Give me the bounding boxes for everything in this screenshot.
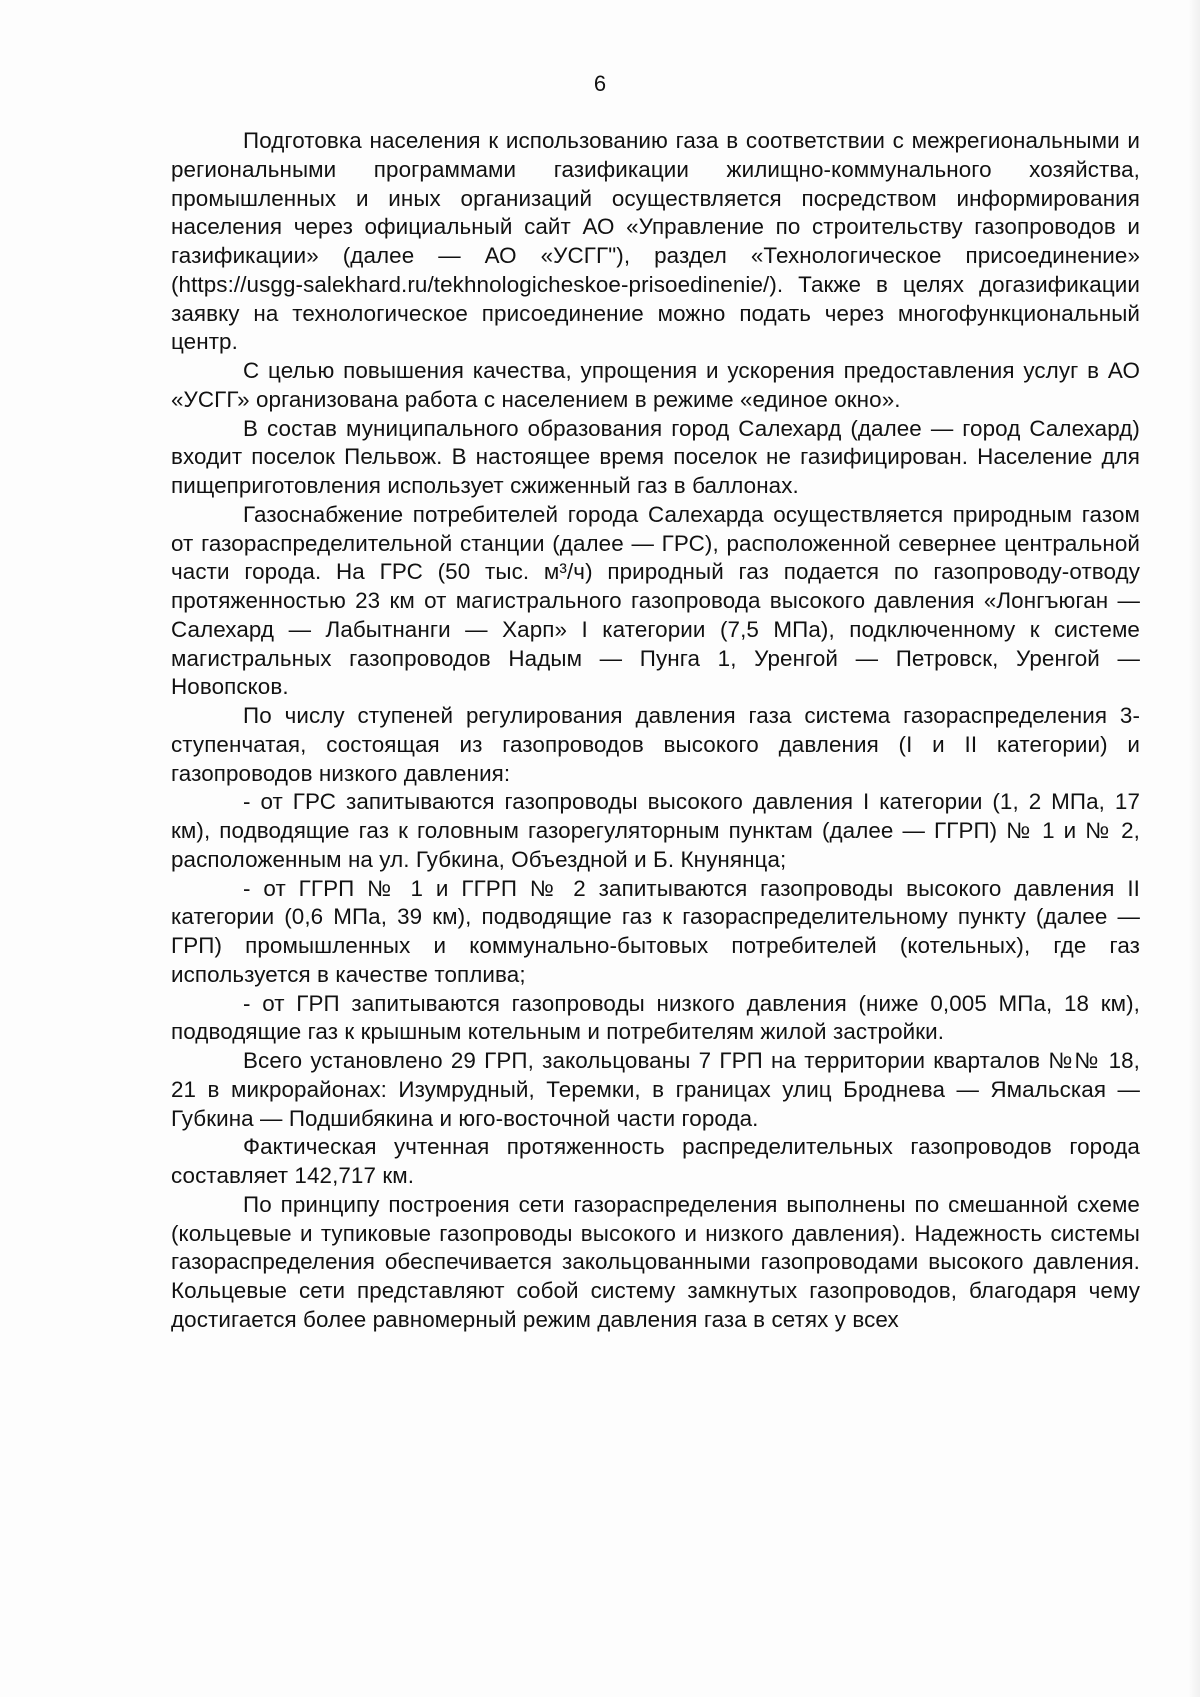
paragraph-single-window: С целью повышения качества, упрощения и ускорения предоставления услуг в АО «УСГГ» организована работа с населением в режиме «единое окно». — [171, 358, 1140, 412]
paragraph-network-scheme: По принципу построения сети газораспределения выполнены по смешанной схеме (кольцевые и тупиковые газопроводы высокого и низкого давления). Надежность системы газораспределения обеспечивается закольцованными газопроводами высокого давления. Кольцевые сети представляют собой систему замкнутых газопроводов, благодаря чему достигается более равномерный режим давления газа в сетях у всех — [171, 1191, 1140, 1332]
list-item-grp: - от ГРП запитываются газопроводы низкого давления (ниже 0,005 МПа, 18 км), подводящие газ к крышным котельным и потребителям жилой застройки. — [171, 990, 1140, 1045]
page-edge-shadow — [1188, 0, 1200, 1697]
page-number: 6 — [593, 71, 607, 96]
body-text — [171, 127, 1140, 1335]
paragraph-gas-preparation: Подготовка населения к использованию газа в соответствии с межрегиональными и региональными программами газификации жилищно-коммунального хозяйства, промышленных и иных организаций осуществляется посредством информирования населения через официальный сайт АО «Управление по строительству газопроводов и газификации» (далее — АО «УСГГ"), раздел «Технологическое присоединение» (https://usgg-salekhard.ru/tekhnologicheskoe-prisoedinenie/). Также в целях догазификации заявку на технологическое присоединение можно подать через многофункциональный центр. — [171, 128, 1140, 355]
list-item-ggrp: - от ГГРП № 1 и ГГРП № 2 запитываются газопроводы высокого давления II категории (0,6 МПа, 39 км), подводящие газ к газораспределительному пункту (далее — ГРП) промышленных и коммунально-бытовых потребителей (котельных), где газ используется в качестве топлива; — [171, 875, 1140, 987]
paragraph-pressure-stages: По числу ступеней регулирования давления газа система газораспределения 3-ступенчатая, состоящая из газопроводов высокого давления (I и II категории) и газопроводов низкого давления: — [171, 703, 1140, 786]
paragraph-gas-supply: Газоснабжение потребителей города Салехарда осуществляется природным газом от газораспределительной станции (далее — ГРС), расположенной севернее центральной части города. На ГРС (50 тыс. м³/ч) природный газ подается по газопроводу-отводу протяженностью 23 км от магистрального газопровода высокого давления «Лонгъюган — Салехард — Лабытнанги — Харп» I категории (7,5 МПа), подключенному к системе магистральных газопроводов Надым — Пунга 1, Уренгой — Петровск, Уренгой — Новопсков. — [171, 501, 1140, 700]
list-item-grs: - от ГРС запитываются газопроводы высокого давления I категории (1, 2 МПа, 17 км), подводящие газ к головным газорегуляторным пунктам (далее — ГГРП) № 1 и № 2, расположенным на ул. Губкина, Объездной и Б. Кнунянца; — [171, 789, 1140, 872]
paragraph-grp-count: Всего установлено 29 ГРП, закольцованы 7 ГРП на территории кварталов №№ 18, 21 в микрорайонах: Изумрудный, Теремки, в границах улиц Броднева — Ямальская — Губкина — Подшибякина и юго-восточной части города. — [171, 1048, 1140, 1131]
paragraph-pelvozh: В состав муниципального образования город Салехард (далее — город Салехард) входит поселок Пельвож. В настоящее время поселок не газифицирован. Население для пищеприготовления использует сжиженный газ в баллонах. — [171, 415, 1140, 498]
paragraph-pipeline-length: Фактическая учтенная протяженность распределительных газопроводов города составляет 142,717 км. — [171, 1134, 1140, 1188]
